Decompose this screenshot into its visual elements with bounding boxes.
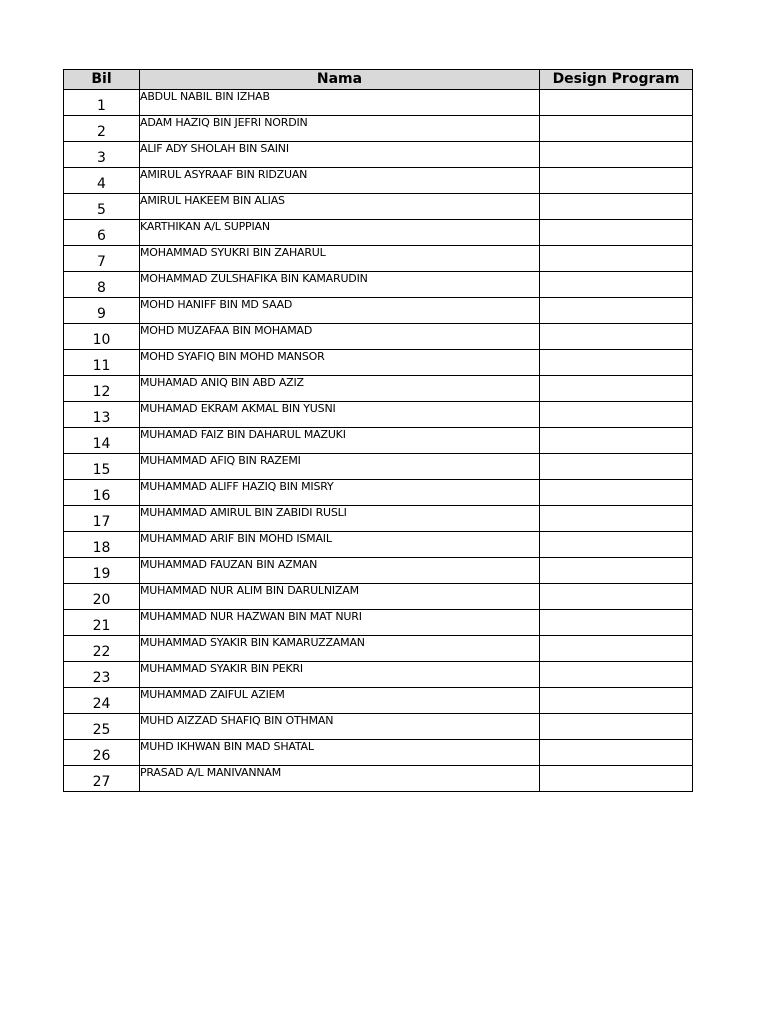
table-row (64, 740, 693, 766)
table-row (64, 324, 693, 350)
header-design-program: Design Program (540, 70, 693, 90)
student-name: MUHAMMAD SYAKIR BIN KAMARUZZAMAN (140, 636, 540, 662)
header-bil: Bil (64, 70, 140, 90)
row-number: 11 (64, 350, 140, 376)
row-number: 10 (64, 324, 140, 350)
student-name: MUHAMAD EKRAM AKMAL BIN YUSNI (140, 402, 540, 428)
student-name: KARTHIKAN A/L SUPPIAN (140, 220, 540, 246)
student-name: MUHAMMAD AMIRUL BIN ZABIDI RUSLI (140, 506, 540, 532)
row-number: 21 (64, 610, 140, 636)
row-number: 23 (64, 662, 140, 688)
table-row (64, 220, 693, 246)
design-program-cell (540, 142, 693, 168)
roster-sheet (63, 69, 693, 792)
table-row (64, 272, 693, 298)
table-row (64, 168, 693, 194)
student-name: ALIF ADY SHOLAH BIN SAINI (140, 142, 540, 168)
row-number: 12 (64, 376, 140, 402)
student-name: AMIRUL ASYRAAF BIN RIDZUAN (140, 168, 540, 194)
student-name: MUHAMMAD SYAKIR BIN PEKRI (140, 662, 540, 688)
row-number: 14 (64, 428, 140, 454)
student-name: MUHAMMAD AFIQ BIN RAZEMI (140, 454, 540, 480)
table-row (64, 636, 693, 662)
table-row (64, 246, 693, 272)
table-row (64, 766, 693, 792)
table-row (64, 714, 693, 740)
table-row (64, 454, 693, 480)
table-row (64, 402, 693, 428)
design-program-cell (540, 376, 693, 402)
design-program-cell (540, 272, 693, 298)
student-name: MUHAMMAD FAUZAN BIN AZMAN (140, 558, 540, 584)
student-name: MUHAMMAD ARIF BIN MOHD ISMAIL (140, 532, 540, 558)
student-name: MUHAMMAD ALIFF HAZIQ BIN MISRY (140, 480, 540, 506)
design-program-cell (540, 740, 693, 766)
design-program-cell (540, 168, 693, 194)
design-program-cell (540, 506, 693, 532)
design-program-cell (540, 558, 693, 584)
design-program-cell (540, 90, 693, 116)
design-program-cell (540, 116, 693, 142)
row-number: 24 (64, 688, 140, 714)
row-number: 1 (64, 90, 140, 116)
student-name: MUHAMMAD ZAIFUL AZIEM (140, 688, 540, 714)
student-name: MOHD SYAFIQ BIN MOHD MANSOR (140, 350, 540, 376)
design-program-cell (540, 324, 693, 350)
row-number: 22 (64, 636, 140, 662)
row-number: 19 (64, 558, 140, 584)
design-program-cell (540, 298, 693, 324)
student-name: MOHAMMAD ZULSHAFIKA BIN KAMARUDIN (140, 272, 540, 298)
design-program-cell (540, 662, 693, 688)
row-number: 3 (64, 142, 140, 168)
table-row (64, 532, 693, 558)
row-number: 20 (64, 584, 140, 610)
student-name: MUHAMMAD NUR ALIM BIN DARULNIZAM (140, 584, 540, 610)
row-number: 15 (64, 454, 140, 480)
row-number: 26 (64, 740, 140, 766)
table-row (64, 610, 693, 636)
student-name: MUHAMMAD NUR HAZWAN BIN MAT NURI (140, 610, 540, 636)
row-number: 2 (64, 116, 140, 142)
design-program-cell (540, 428, 693, 454)
table-row (64, 116, 693, 142)
student-name: MUHAMAD ANIQ BIN ABD AZIZ (140, 376, 540, 402)
design-program-cell (540, 246, 693, 272)
student-name: MOHD MUZAFAA BIN MOHAMAD (140, 324, 540, 350)
row-number: 17 (64, 506, 140, 532)
table-row (64, 376, 693, 402)
header-row (64, 70, 693, 90)
row-number: 16 (64, 480, 140, 506)
student-name: ABDUL NABIL BIN IZHAB (140, 90, 540, 116)
row-number: 7 (64, 246, 140, 272)
row-number: 13 (64, 402, 140, 428)
table-body (64, 90, 693, 792)
design-program-cell (540, 480, 693, 506)
design-program-cell (540, 194, 693, 220)
design-program-cell (540, 584, 693, 610)
design-program-cell (540, 532, 693, 558)
table-row (64, 688, 693, 714)
table-row (64, 584, 693, 610)
row-number: 4 (64, 168, 140, 194)
student-table (63, 69, 693, 792)
design-program-cell (540, 766, 693, 792)
table-row (64, 194, 693, 220)
design-program-cell (540, 402, 693, 428)
design-program-cell (540, 636, 693, 662)
row-number: 9 (64, 298, 140, 324)
student-name: MUHAMAD FAIZ BIN DAHARUL MAZUKI (140, 428, 540, 454)
design-program-cell (540, 454, 693, 480)
table-row (64, 480, 693, 506)
header-nama: Nama (140, 70, 540, 90)
row-number: 25 (64, 714, 140, 740)
row-number: 6 (64, 220, 140, 246)
table-row (64, 142, 693, 168)
design-program-cell (540, 714, 693, 740)
table-row (64, 558, 693, 584)
student-name: ADAM HAZIQ BIN JEFRI NORDIN (140, 116, 540, 142)
row-number: 18 (64, 532, 140, 558)
row-number: 27 (64, 766, 140, 792)
student-name: MOHD HANIFF BIN MD SAAD (140, 298, 540, 324)
design-program-cell (540, 688, 693, 714)
student-name: MOHAMMAD SYUKRI BIN ZAHARUL (140, 246, 540, 272)
table-row (64, 428, 693, 454)
design-program-cell (540, 610, 693, 636)
student-name: MUHD IKHWAN BIN MAD SHATAL (140, 740, 540, 766)
student-name: MUHD AIZZAD SHAFIQ BIN OTHMAN (140, 714, 540, 740)
table-row (64, 350, 693, 376)
row-number: 8 (64, 272, 140, 298)
table-row (64, 506, 693, 532)
design-program-cell (540, 220, 693, 246)
student-name: AMIRUL HAKEEM BIN ALIAS (140, 194, 540, 220)
student-name: PRASAD A/L MANIVANNAM (140, 766, 540, 792)
design-program-cell (540, 350, 693, 376)
table-row (64, 90, 693, 116)
table-row (64, 298, 693, 324)
row-number: 5 (64, 194, 140, 220)
table-row (64, 662, 693, 688)
